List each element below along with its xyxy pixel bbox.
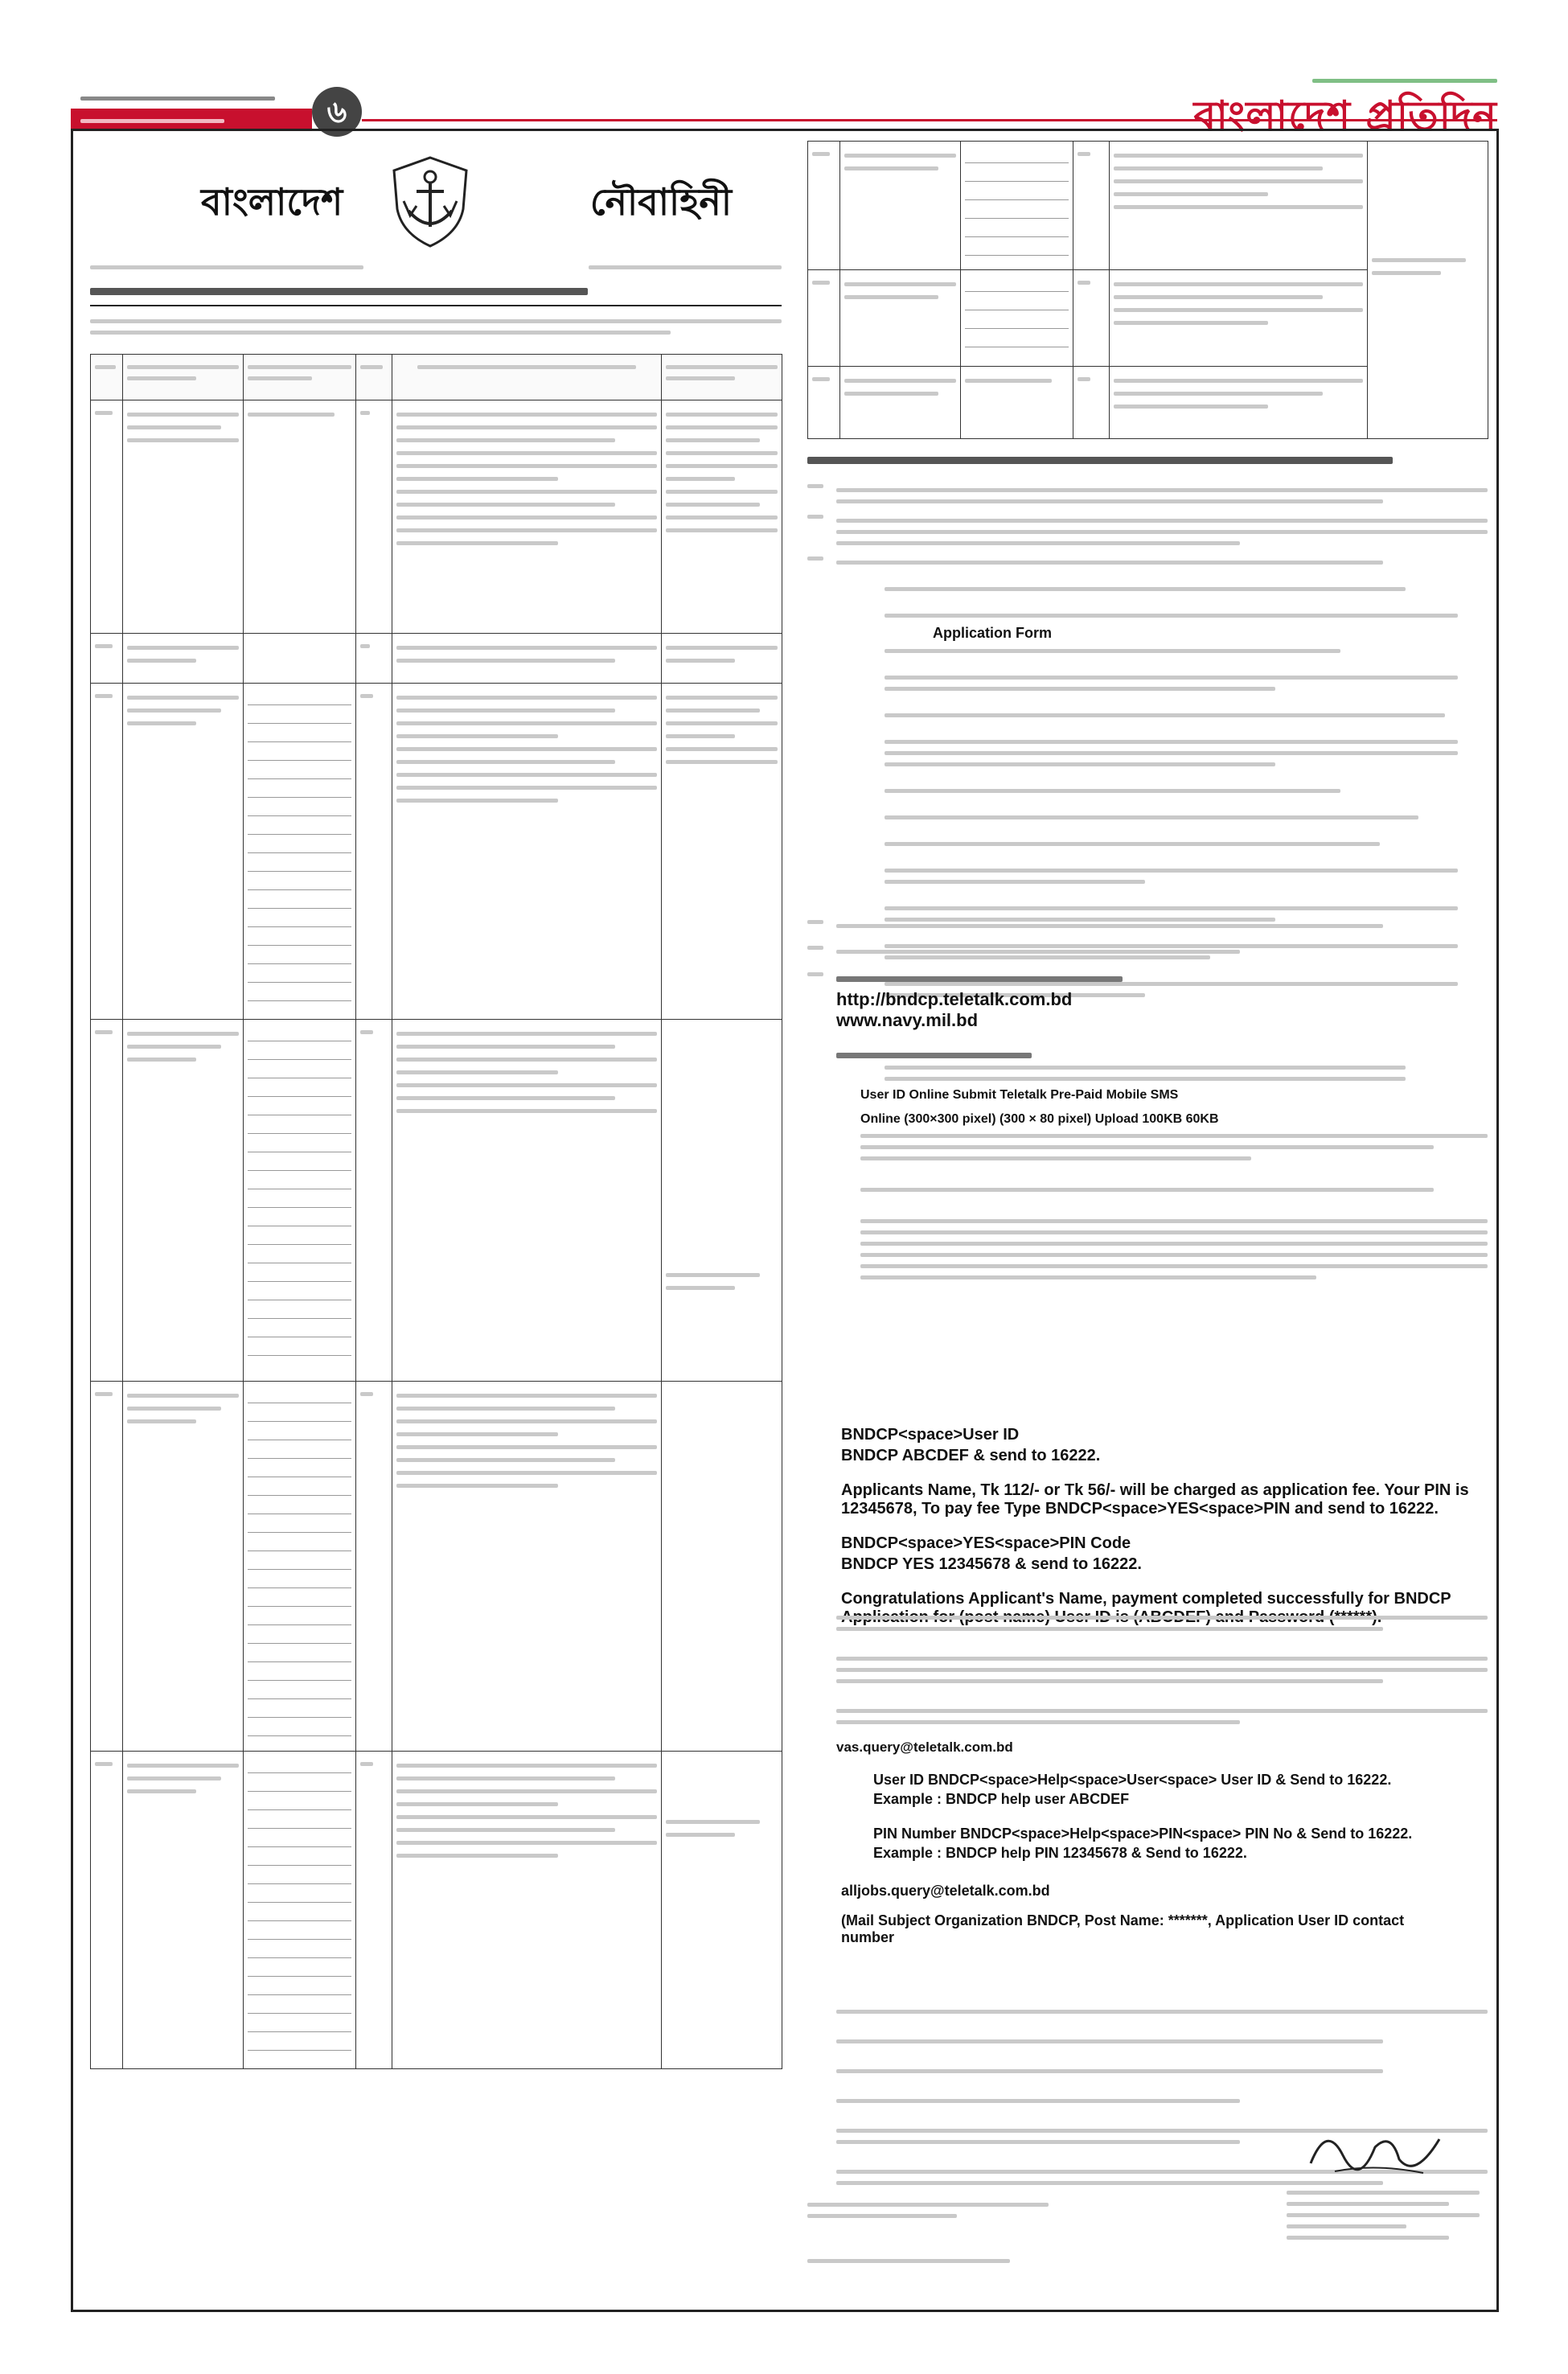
apply-online-section [807,969,1488,1287]
brand-name: বাংলাদেশ প্রতিদিন [1193,92,1497,139]
reference-row [90,259,782,276]
sms-instructions [841,1423,1476,1629]
signature-icon [1303,2115,1447,2187]
table-row [808,142,1488,270]
instruction-1 [807,481,1488,511]
photo-size-note: Online (300×300 pixel) (300 × 80 pixel) Upload 100KB 60KB [860,1112,1219,1126]
password-instructions [807,1608,1488,1756]
signatory-block [1287,2183,1480,2247]
table-row [91,684,782,1020]
table-row [91,634,782,684]
navy-url[interactable]: www.navy.mil.bd [836,1010,979,1030]
sms-second-example: BNDCP YES 12345678 & send to 16222. [841,1555,1142,1573]
table-row [91,400,782,634]
sms-send-format: BNDCP<space>User ID [841,1426,1020,1444]
help-pin-example: Example : BNDCP help PIN 12345678 & Send to 16222. [873,1845,1247,1861]
table-row [91,1382,782,1752]
help-user-id: User ID BNDCP<space>Help<space>User<space> User ID & Send to 16222. [873,1772,1392,1788]
post-table-continued [807,141,1488,439]
org-title-right: নৌবাহিনী [589,180,732,224]
table-row [91,1020,782,1382]
instructions-heading [807,450,1488,470]
post-table [90,354,782,2069]
notice-heading [90,281,782,306]
sms-help [841,1769,1452,1949]
date-box [71,88,312,131]
sms-second-format: BNDCP<space>YES<space>PIN Code [841,1534,1131,1552]
sms-send-example: BNDCP ABCDEF & send to 16222. [841,1447,1101,1464]
date-line [71,88,312,111]
instruction-4-list [807,553,1488,1004]
email-2[interactable]: alljobs.query@teletalk.com.bd [841,1883,1050,1899]
instruction-6 [807,943,1488,961]
application-form-label: Application Form [933,625,1052,641]
help-pin: PIN Number BNDCP<space>Help<space>PIN<space> PIN No & Send to 16222. [873,1826,1413,1842]
submit-note: User ID Online Submit Teletalk Pre-Paid Mobile SMS [860,1088,1179,1102]
sms-reply-confirmation: Congratulations Applicant's Name, payment completed successfully for BNDCP [841,1590,1451,1608]
navy-emblem-icon [386,153,474,249]
notice-intro [90,312,782,342]
table-header-row [91,355,782,400]
brand-tagline [1193,79,1497,83]
help-user-example: Example : BNDCP help user ABCDEF [873,1791,1130,1807]
memo-number [807,2195,1049,2225]
apply-url[interactable]: http://bndcp.teletalk.com.bd [836,989,1073,1009]
org-title-left: বাংলাদেশ [201,180,343,224]
instruction-2 [807,511,1488,552]
instruction-5 [807,917,1488,935]
email-1[interactable]: vas.query@teletalk.com.bd [836,1739,1013,1755]
table-row [91,1752,782,2069]
press-code [807,2252,1049,2270]
page-number: ৬ [312,87,362,137]
sms-reply: Applicants Name, Tk 112/- or Tk 56/- will be charged as application fee. Your PIN is 12345678, To pay fee Type BNDCP<space>YES<space>PIN and send to 16222. [841,1481,1469,1518]
mail-subject-line: (Mail Subject Organization BNDCP, Post Name: *******, Application User ID contact number [841,1912,1405,1945]
